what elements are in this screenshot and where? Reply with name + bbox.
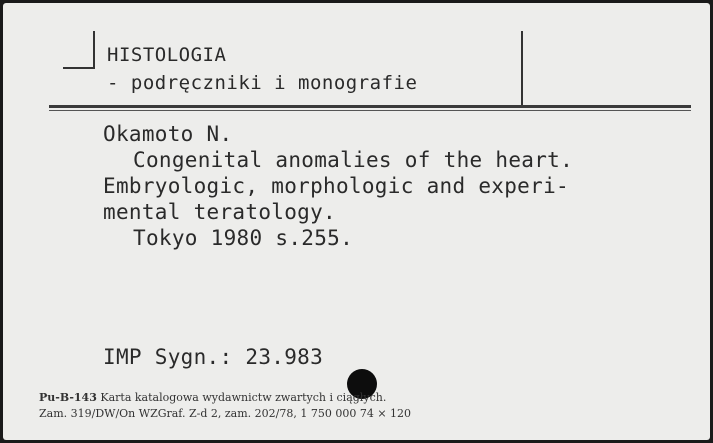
bibliographic-entry <box>103 121 663 251</box>
subject-line-1: HISTOLOGIA <box>107 44 227 66</box>
entry-imprint: Tokyo 1980 s.255. <box>133 226 354 250</box>
subject-corner-underline <box>63 67 95 69</box>
form-description: Karta katalogowa wydawnictw zwartych i ciągłych. <box>100 391 387 404</box>
entry-title-line: Congenital anomalies of the heart. <box>133 148 574 172</box>
header-rule <box>49 105 691 108</box>
subject-divider <box>521 31 523 105</box>
entry-author: Okamoto N. <box>103 122 233 146</box>
call-number: IMP Sygn.: 23.983 <box>103 345 324 369</box>
form-code: Pu-B-143 <box>39 391 97 404</box>
card-footer <box>39 390 411 422</box>
header-rule-thin <box>49 110 691 111</box>
catalog-card <box>3 3 710 440</box>
footer-line-1 <box>39 390 411 406</box>
subject-line-2: - podręczniki i monografie <box>107 72 418 94</box>
entry-title-line: mental teratology. <box>103 200 336 224</box>
subject-heading <box>107 41 417 97</box>
entry-title-line: Embryologic, morphologic and experi- <box>103 174 569 198</box>
subject-corner-mark <box>93 31 95 69</box>
footer-line-2: Zam. 319/DW/On WZGraf. Z-d 2, zam. 202/78, 1 750 000 74 × 120 <box>39 407 412 420</box>
